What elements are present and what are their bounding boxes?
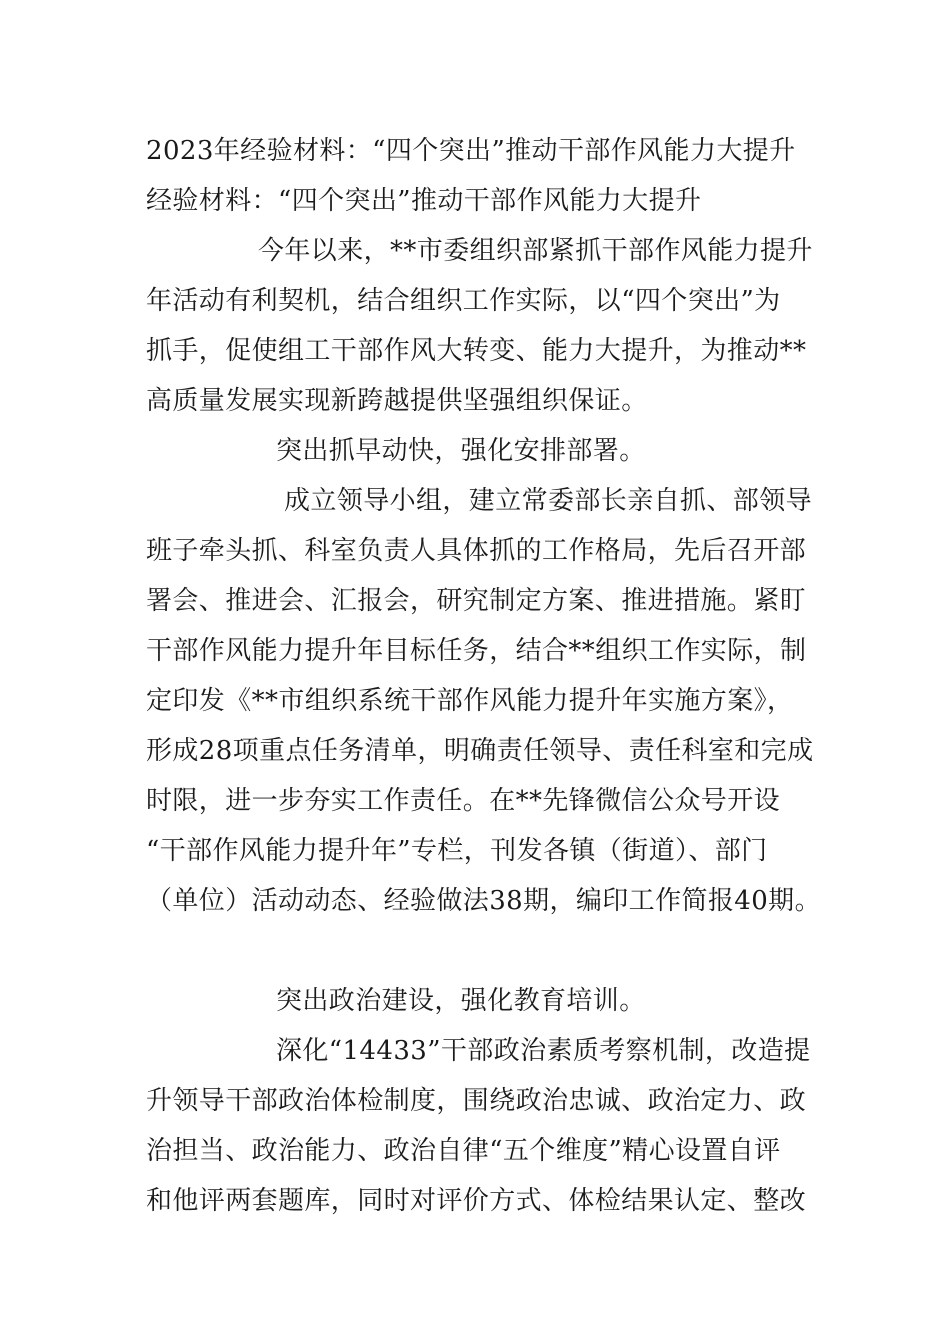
intro-line: 年活动有利契机，结合组织工作实际，以“四个突出”为 bbox=[146, 286, 781, 316]
document-subtitle: 经验材料：“四个突出”推动干部作风能力大提升 bbox=[146, 186, 702, 216]
section-1-heading: 突出抓早动快，强化安排部署。 bbox=[276, 436, 646, 466]
section-2-line: 和他评两套题库，同时对评价方式、体检结果认定、整改 bbox=[146, 1186, 807, 1216]
section-1-line: 干部作风能力提升年目标任务，结合**组织工作实际，制 bbox=[146, 636, 807, 666]
section-1-line: 成立领导小组，建立常委部长亲自抓、部领导 bbox=[284, 486, 813, 516]
section-1-line: “干部作风能力提升年”专栏，刊发各镇（街道）、部门 bbox=[146, 836, 768, 866]
section-1-line: 署会、推进会、汇报会，研究制定方案、推进措施。紧盯 bbox=[146, 586, 807, 616]
intro-line: 抓手，促使组工干部作风大转变、能力大提升，为推动** bbox=[146, 336, 807, 366]
section-2-heading: 突出政治建设，强化教育培训。 bbox=[276, 986, 646, 1016]
section-1-line: 班子牵头抓、科室负责人具体抓的工作格局，先后召开部 bbox=[146, 536, 807, 566]
intro-line: 今年以来，**市委组织部紧抓干部作风能力提升 bbox=[258, 236, 813, 266]
section-1-line: 时限，进一步夯实工作责任。在**先锋微信公众号开设 bbox=[146, 786, 781, 816]
section-2-line: 深化“14433”干部政治素质考察机制，改造提 bbox=[276, 1036, 811, 1066]
document-title: 2023年经验材料：“四个突出”推动干部作风能力大提升 bbox=[146, 136, 796, 166]
section-1-line: 形成28项重点任务清单，明确责任领导、责任科室和完成 bbox=[146, 736, 814, 766]
section-2-line: 治担当、政治能力、政治自律“五个维度”精心设置自评 bbox=[146, 1136, 781, 1166]
intro-line: 高质量发展实现新跨越提供坚强组织保证。 bbox=[146, 386, 648, 416]
section-1-line: 定印发《**市组织系统干部作风能力提升年实施方案》， bbox=[146, 686, 794, 716]
section-2-line: 升领导干部政治体检制度，围绕政治忠诚、政治定力、政 bbox=[146, 1086, 807, 1116]
section-1-line: （单位）活动动态、经验做法38期，编印工作简报40期。 bbox=[146, 886, 821, 916]
